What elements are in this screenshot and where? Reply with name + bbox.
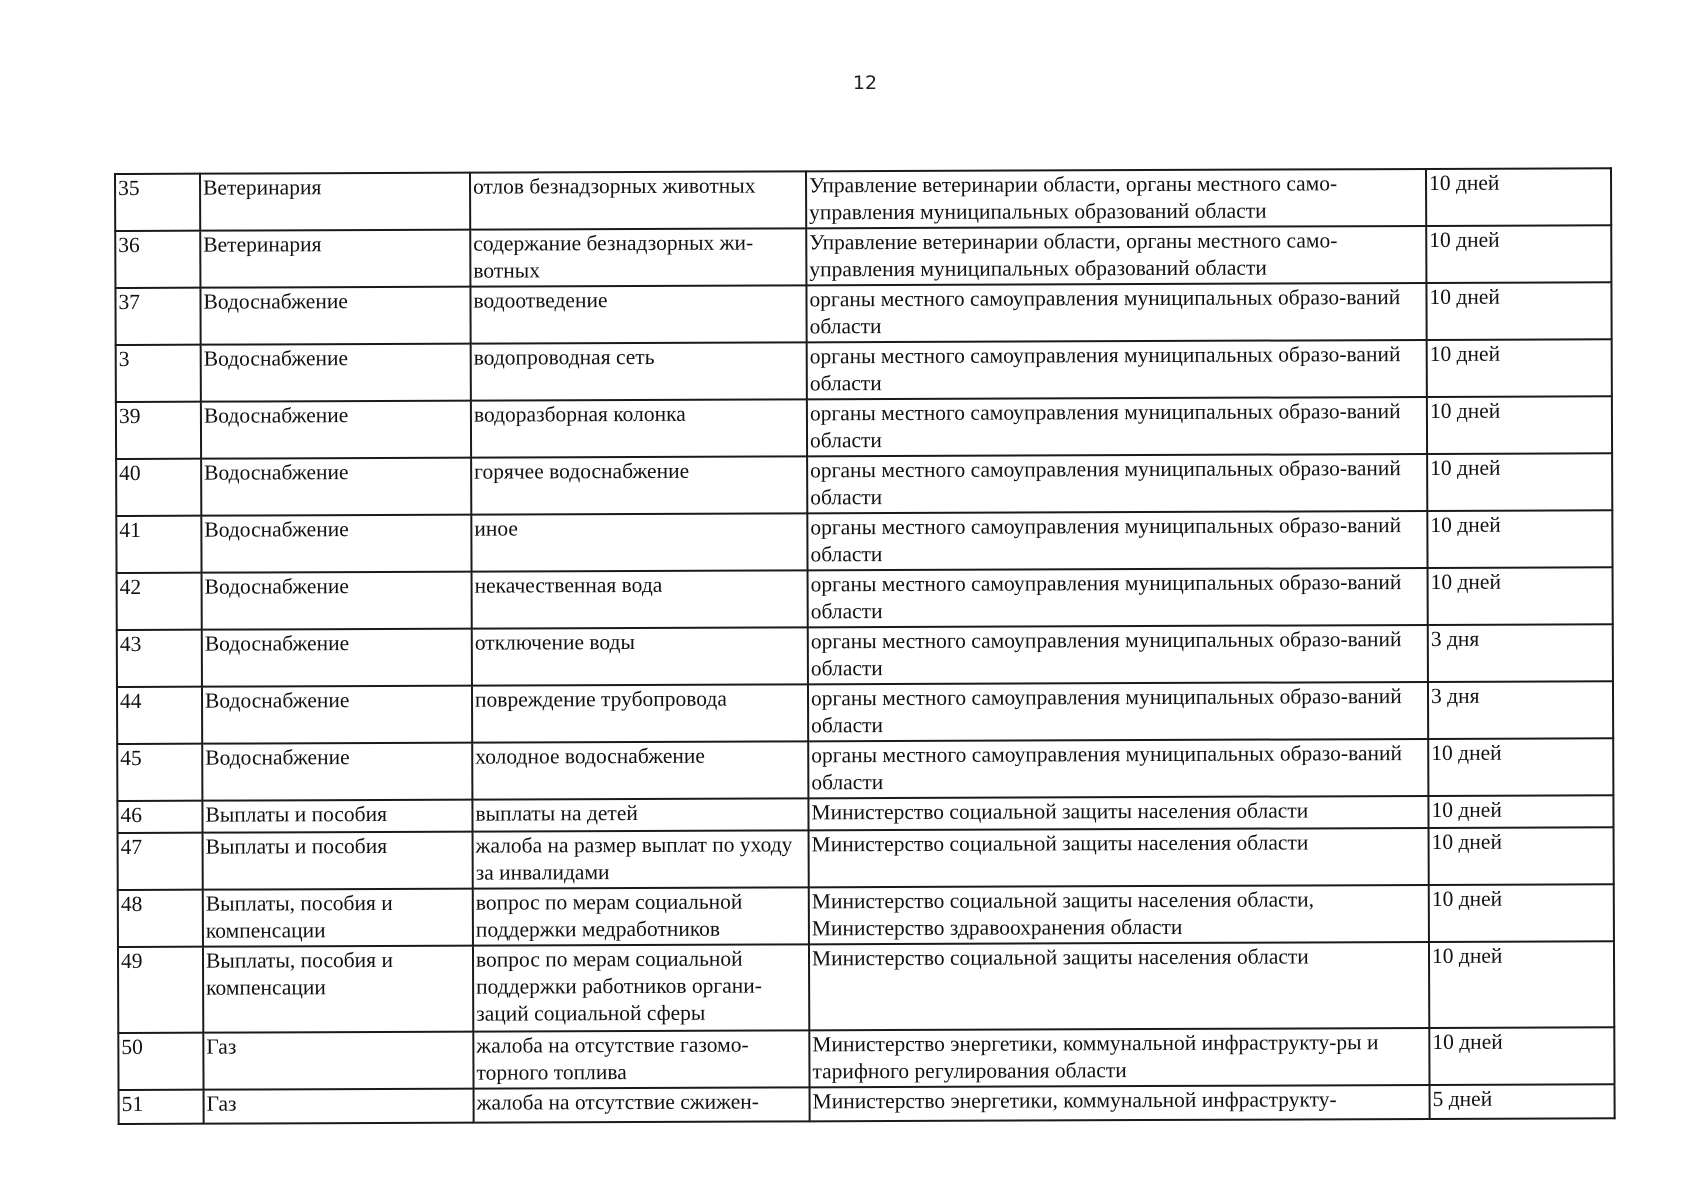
row-issue: водоотведение [470,285,806,343]
row-organization: Министерство энергетики, коммунальной инфраструкту-ры и тарифного регулирования области [809,1028,1429,1087]
row-topic: Водоснабжение [202,629,472,687]
row-term: 10 дней [1429,884,1614,942]
row-organization: органы местного самоуправления муниципальных образо-ваний области [806,283,1426,342]
row-number: 35 [115,174,200,231]
table-row [115,225,1611,288]
row-organization: органы местного самоуправления муниципальных образо-ваний области [807,340,1427,399]
row-organization: Министерство социальной защиты населения области [809,828,1429,887]
row-topic: Водоснабжение [200,287,470,345]
row-number: 41 [116,516,201,573]
row-issue: отключение воды [472,627,808,685]
row-topic: Выплаты и пособия [203,832,473,890]
row-organization: Министерство социальной защиты населения области [809,942,1429,1030]
row-term: 10 дней [1429,1027,1614,1085]
row-issue: водоразборная колонка [471,399,807,457]
row-issue: вопрос по мерам социальной поддержки работников органи-заций социальной сферы [473,944,809,1031]
row-organization: Управление ветеринарии области, органы местного само-управления муниципальных образований области [806,169,1426,228]
row-term: 10 дней [1428,567,1613,625]
table-row [117,681,1613,744]
table-row [115,168,1611,231]
row-topic: Водоснабжение [202,686,472,744]
table-row [118,1027,1614,1090]
row-organization: Министерство энергетики, коммунальной инфраструкту- [810,1085,1430,1121]
row-organization: Министерство социальной защиты населения области, Министерство здравоохранения области [809,885,1429,944]
row-term: 10 дней [1426,225,1611,283]
table-row [116,339,1612,402]
row-term: 10 дней [1428,795,1613,828]
row-issue: жалоба на отсутствие сжижен- [474,1087,810,1122]
row-issue: иное [471,513,807,571]
page-number: 12 [852,72,878,94]
row-number: 49 [118,947,203,1033]
row-number: 40 [116,459,201,516]
table-row [118,941,1614,1033]
row-number: 42 [117,573,202,630]
row-number: 47 [118,833,203,890]
row-issue: жалоба на отсутствие газомо-торного топлива [473,1030,809,1088]
row-issue: некачественная вода [472,570,808,628]
row-term: 10 дней [1429,941,1614,1028]
row-term: 3 дня [1428,624,1613,682]
row-topic: Выплаты, пособия и компенсации [203,946,473,1033]
row-organization: органы местного самоуправления муниципальных образо-ваний области [808,625,1428,684]
table-row [117,624,1613,687]
row-number: 51 [119,1090,204,1124]
row-number: 48 [118,890,203,947]
row-issue: содержание безнадзорных жи-вотных [470,228,806,286]
row-organization: органы местного самоуправления муниципальных образо-ваний области [808,568,1428,627]
row-topic: Водоснабжение [201,515,471,573]
row-term: 10 дней [1427,339,1612,397]
table-row [117,738,1613,801]
row-topic: Выплаты и пособия [202,800,472,833]
table-row [115,282,1611,345]
row-topic: Водоснабжение [201,401,471,459]
row-topic: Ветеринария [200,230,470,288]
row-number: 37 [115,288,200,345]
row-number: 45 [117,744,202,801]
row-topic: Водоснабжение [202,572,472,630]
row-number: 44 [117,687,202,744]
row-organization: Управление ветеринарии области, органы местного само-управления муниципальных образований области [806,226,1426,285]
row-issue: жалоба на размер выплат по уходу за инвалидами [473,830,809,888]
row-term: 10 дней [1429,827,1614,885]
row-topic: Газ [203,1032,473,1090]
row-organization: органы местного самоуправления муниципальных образо-ваний области [808,682,1428,741]
row-term: 10 дней [1427,396,1612,454]
row-organization: органы местного самоуправления муниципальных образо-ваний области [807,454,1427,513]
row-topic: Водоснабжение [202,743,472,801]
row-topic: Выплаты, пособия и компенсации [203,889,473,947]
row-topic: Водоснабжение [201,458,471,516]
table-row [119,1084,1615,1124]
row-topic: Газ [204,1089,474,1124]
row-number: 3 [116,345,201,402]
row-organization: Министерство социальной защиты населения области [808,796,1428,830]
row-number: 50 [118,1033,203,1090]
row-issue: холодное водоснабжение [472,741,808,799]
row-number: 36 [115,231,200,288]
row-term: 10 дней [1427,453,1612,511]
row-term: 3 дня [1428,681,1613,739]
table-row [116,510,1612,573]
row-term: 10 дней [1426,282,1611,340]
row-topic: Водоснабжение [201,344,471,402]
row-number: 43 [117,630,202,687]
row-number: 39 [116,402,201,459]
row-issue: горячее водоснабжение [471,456,807,514]
row-issue: вопрос по мерам социальной поддержки медработников [473,887,809,945]
row-topic: Ветеринария [200,173,470,231]
row-issue: отлов безнадзорных животных [470,171,806,229]
row-organization: органы местного самоуправления муниципальных образо-ваний области [808,739,1428,798]
row-term: 5 дней [1430,1084,1615,1119]
row-term: 10 дней [1428,738,1613,796]
table-row [116,453,1612,516]
row-organization: органы местного самоуправления муниципальных образо-ваний области [807,397,1427,456]
table-row [118,884,1614,947]
table-row [116,396,1612,459]
row-issue: повреждение трубопровода [472,684,808,742]
appeals-table [114,167,1616,1125]
row-term: 10 дней [1427,510,1612,568]
table-row [117,567,1613,630]
row-term: 10 дней [1426,168,1611,226]
row-organization: органы местного самоуправления муниципальных образо-ваний области [807,511,1427,570]
row-number: 46 [117,801,202,833]
row-issue: выплаты на детей [472,798,808,831]
row-issue: водопроводная сеть [471,342,807,400]
table-row [118,827,1614,890]
